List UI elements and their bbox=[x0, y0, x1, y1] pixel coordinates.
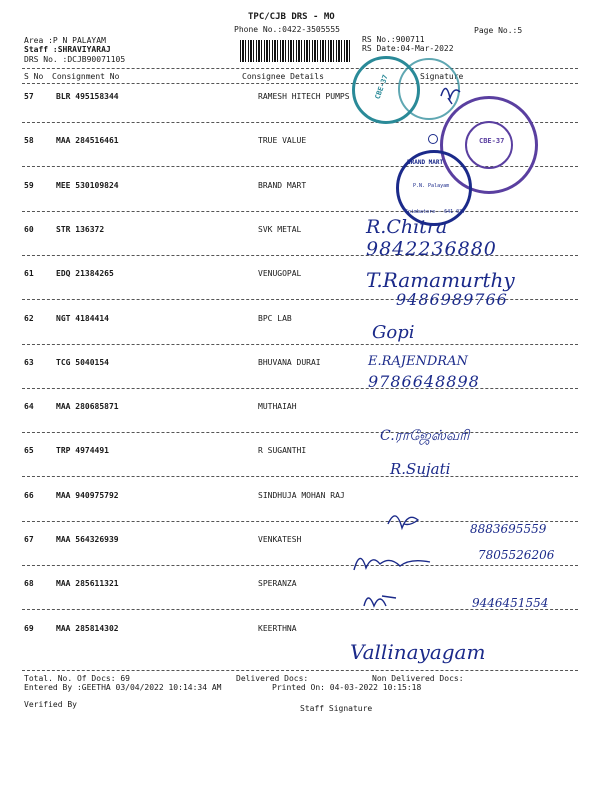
row-consignment: MAA 285814302 bbox=[56, 624, 119, 633]
barcode bbox=[240, 40, 350, 62]
row-64-signature: C.ராஜேஸ்வரி bbox=[380, 428, 470, 444]
row-sno: 68 bbox=[24, 579, 34, 588]
row-consignee: BHUVANA DURAI bbox=[258, 358, 321, 367]
row-sno: 59 bbox=[24, 181, 34, 190]
row-consignee: KEERTHNA bbox=[258, 624, 297, 633]
row-63-phone: 9786648898 bbox=[368, 372, 480, 391]
row-sno: 65 bbox=[24, 446, 34, 455]
header-rule-top bbox=[22, 68, 578, 69]
stamp-3-mid: P.N. Palayam bbox=[413, 183, 450, 189]
row-consignment: BLR 495158344 bbox=[56, 92, 119, 101]
row-separator bbox=[22, 476, 578, 477]
row-consignee: VENUGOPAL bbox=[258, 269, 302, 278]
column-consignee: Consignee Details bbox=[242, 72, 324, 81]
row-63-name: E.RAJENDRAN bbox=[368, 354, 468, 369]
stamp-round-3 bbox=[396, 150, 472, 226]
row-65-signature: R.Sujati bbox=[390, 460, 451, 478]
row-62-signature: Gopi bbox=[372, 322, 415, 343]
row-consignment: TRP 4974491 bbox=[56, 446, 109, 455]
column-sno: S No bbox=[24, 72, 44, 81]
row-sno: 66 bbox=[24, 491, 34, 500]
staff-label: Staff :SHRAVIYARAJ bbox=[24, 45, 111, 54]
document-title: TPC/CJB DRS - MO bbox=[248, 12, 335, 22]
stamp-3-bottom: Coimbatore - 641 037 bbox=[405, 209, 466, 215]
row-consignee: BRAND MART bbox=[258, 181, 307, 190]
row-61-name: T.Ramamurthy bbox=[366, 268, 515, 292]
page-number: Page No.:5 bbox=[474, 26, 523, 35]
row-consignment: STR 136372 bbox=[56, 225, 105, 234]
row-separator bbox=[22, 432, 578, 433]
row-consignment: MAA 280685871 bbox=[56, 402, 119, 411]
row-separator bbox=[22, 344, 578, 345]
column-signature: Signature bbox=[420, 72, 464, 81]
row-sno: 64 bbox=[24, 402, 34, 411]
row-67-phone: 7805526206 bbox=[478, 548, 555, 562]
stamp-2-code: CBE-37 bbox=[479, 137, 505, 145]
row-consignee: SPERANZA bbox=[258, 579, 297, 588]
row-consignment: TCG 5040154 bbox=[56, 358, 109, 367]
footer-rule bbox=[22, 670, 578, 671]
stamp-3-top: BRAND MART bbox=[407, 159, 444, 166]
printed-on: Printed On: 04-03-2022 10:15:18 bbox=[272, 683, 422, 692]
row-consignment: MEE 530109824 bbox=[56, 181, 119, 190]
row-sno: 67 bbox=[24, 535, 34, 544]
row-sno: 61 bbox=[24, 269, 34, 278]
row-61-phone: 9486989766 bbox=[396, 290, 508, 309]
delivered-docs: Delivered Docs: bbox=[236, 674, 309, 683]
stamp-mark bbox=[428, 134, 438, 144]
row-57-signature bbox=[436, 78, 466, 106]
row-sno: 69 bbox=[24, 624, 34, 633]
row-separator bbox=[22, 211, 578, 212]
rs-number: RS No.:900711 bbox=[362, 35, 425, 44]
row-sno: 60 bbox=[24, 225, 34, 234]
row-consignee: SVK METAL bbox=[258, 225, 302, 234]
row-separator bbox=[22, 388, 578, 389]
entered-by: Entered By :GEETHA 03/04/2022 10:14:34 AM bbox=[24, 683, 222, 692]
row-66-phone: 8883695559 bbox=[470, 522, 547, 536]
non-delivered-docs: Non Delivered Docs: bbox=[372, 674, 464, 683]
row-consignment: EDQ 21384265 bbox=[56, 269, 114, 278]
row-60-name: R.Chitra bbox=[366, 216, 448, 238]
row-sno: 63 bbox=[24, 358, 34, 367]
row-consignment: MAA 940975792 bbox=[56, 491, 119, 500]
row-68-phone: 9446451554 bbox=[472, 596, 549, 610]
row-consignment: MAA 284516461 bbox=[56, 136, 119, 145]
row-sno: 62 bbox=[24, 314, 34, 323]
row-consignee: MUTHAIAH bbox=[258, 402, 297, 411]
row-consignment: MAA 285611321 bbox=[56, 579, 119, 588]
row-sno: 58 bbox=[24, 136, 34, 145]
row-68-signature bbox=[360, 586, 400, 612]
stamp-2-inner bbox=[465, 121, 513, 169]
row-sno: 57 bbox=[24, 92, 34, 101]
row-66-signature bbox=[384, 506, 424, 534]
row-60-phone: 9842236880 bbox=[366, 238, 497, 260]
header-rule-bottom bbox=[22, 83, 578, 84]
phone-number: Phone No.:0422-3505555 bbox=[234, 25, 340, 34]
drs-number: DRS No. :DCJB90071105 bbox=[24, 55, 126, 64]
row-separator bbox=[22, 565, 578, 566]
row-consignment: NGT 4184414 bbox=[56, 314, 109, 323]
staff-signature-label: Staff Signature bbox=[300, 704, 373, 713]
row-69-signature: Vallinayagam bbox=[350, 640, 486, 664]
rs-date: RS Date:04-Mar-2022 bbox=[362, 44, 454, 53]
row-consignee: BPC LAB bbox=[258, 314, 292, 323]
verified-by: Verified By bbox=[24, 700, 77, 709]
total-docs: Total. No. Of Docs: 69 bbox=[24, 674, 130, 683]
row-67-signature bbox=[350, 546, 440, 576]
row-consignment: MAA 564326939 bbox=[56, 535, 119, 544]
row-consignee: VENKATESH bbox=[258, 535, 302, 544]
row-consignee: SINDHUJA MOHAN RAJ bbox=[258, 491, 345, 500]
row-consignee: R SUGANTHI bbox=[258, 446, 307, 455]
row-consignee: RAMESH HITECH PUMPS bbox=[258, 92, 350, 101]
stamp-1-code: CBE-37 bbox=[373, 73, 390, 101]
column-consignment: Consignment No bbox=[52, 72, 120, 81]
row-consignee: TRUE VALUE bbox=[258, 136, 307, 145]
area-label: Area :P N PALAYAM bbox=[24, 36, 106, 45]
